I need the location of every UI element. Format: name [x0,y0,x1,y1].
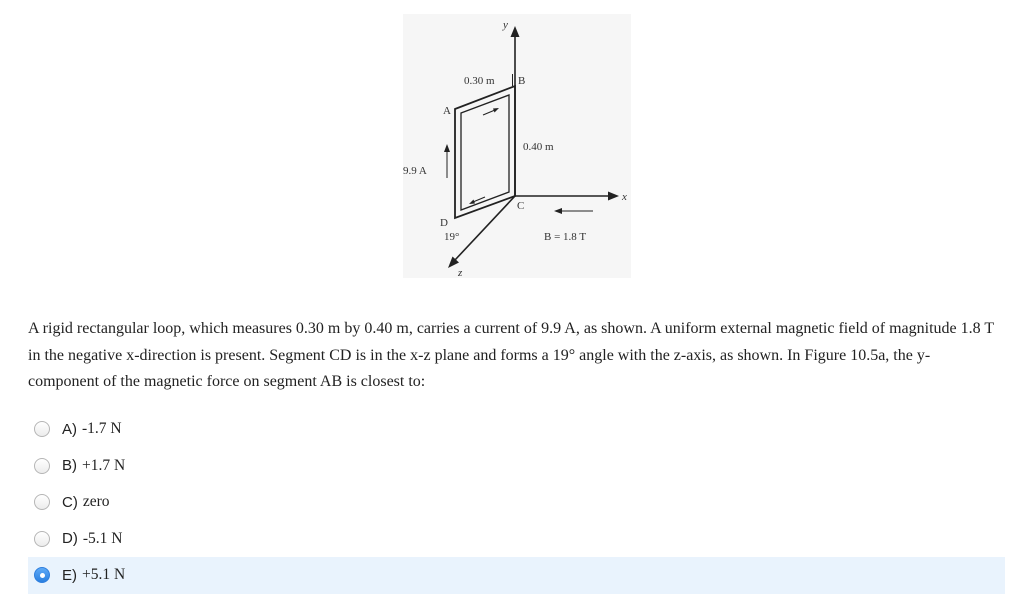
option-value: -1.7 N [82,420,122,438]
point-a-label: A [443,105,451,117]
option-d[interactable] [28,521,1005,558]
dimension-side-label: 0.40 m [523,141,554,153]
point-b-label: B [518,75,526,87]
option-letter: D) [62,530,78,548]
x-axis-label: x [622,191,627,203]
radio-button-c[interactable] [34,494,50,510]
angle-label: 19° [444,231,460,243]
option-value: -5.1 N [82,529,123,547]
loop-inner [461,95,509,210]
option-letter: A) [62,420,77,438]
z-axis-line [455,196,515,260]
radio-button-d[interactable] [34,531,50,547]
option-letter: E) [62,566,77,584]
point-c-label: C [517,200,525,212]
radio-button-a[interactable] [34,421,50,437]
loop-diagram [403,14,631,278]
option-value: zero [82,493,110,511]
z-axis-label: z [458,267,463,278]
answer-options [28,411,1005,594]
x-axis-arrowhead [608,192,619,201]
question-text: A rigid rectangular loop, which measures 0.30 m by 0.40 m, carries a current of 9.9 A, as shown. A uniform external magnetic field of magnitude 1.8 T in the negative x-direction is present. Segment CD is in the x-z plane and forms a 19° angle with the z-axis, as shown. In Figure 10.5a, the y-component of the magnetic force on segment AB is closest to: [28,320,994,390]
option-a[interactable] [28,411,1005,448]
dimension-top-label: 0.30 m [464,75,495,87]
option-e[interactable] [28,557,1005,594]
current-label: 9.9 A [403,165,427,177]
physics-figure [403,14,631,278]
option-b[interactable] [28,448,1005,485]
radio-button-b[interactable] [34,458,50,474]
point-d-label: D [440,217,448,229]
y-axis-arrowhead [511,26,520,37]
y-axis-label: y [503,19,508,31]
field-label: B = 1.8 T [544,231,587,243]
option-c[interactable] [28,484,1005,521]
option-letter: B) [62,457,77,475]
radio-button-e[interactable] [34,567,50,583]
option-value: +1.7 N [82,456,126,474]
option-letter: C) [62,493,78,511]
loop-outer [455,86,515,218]
top-current-arrow [483,110,495,115]
option-value: +5.1 N [82,566,126,584]
